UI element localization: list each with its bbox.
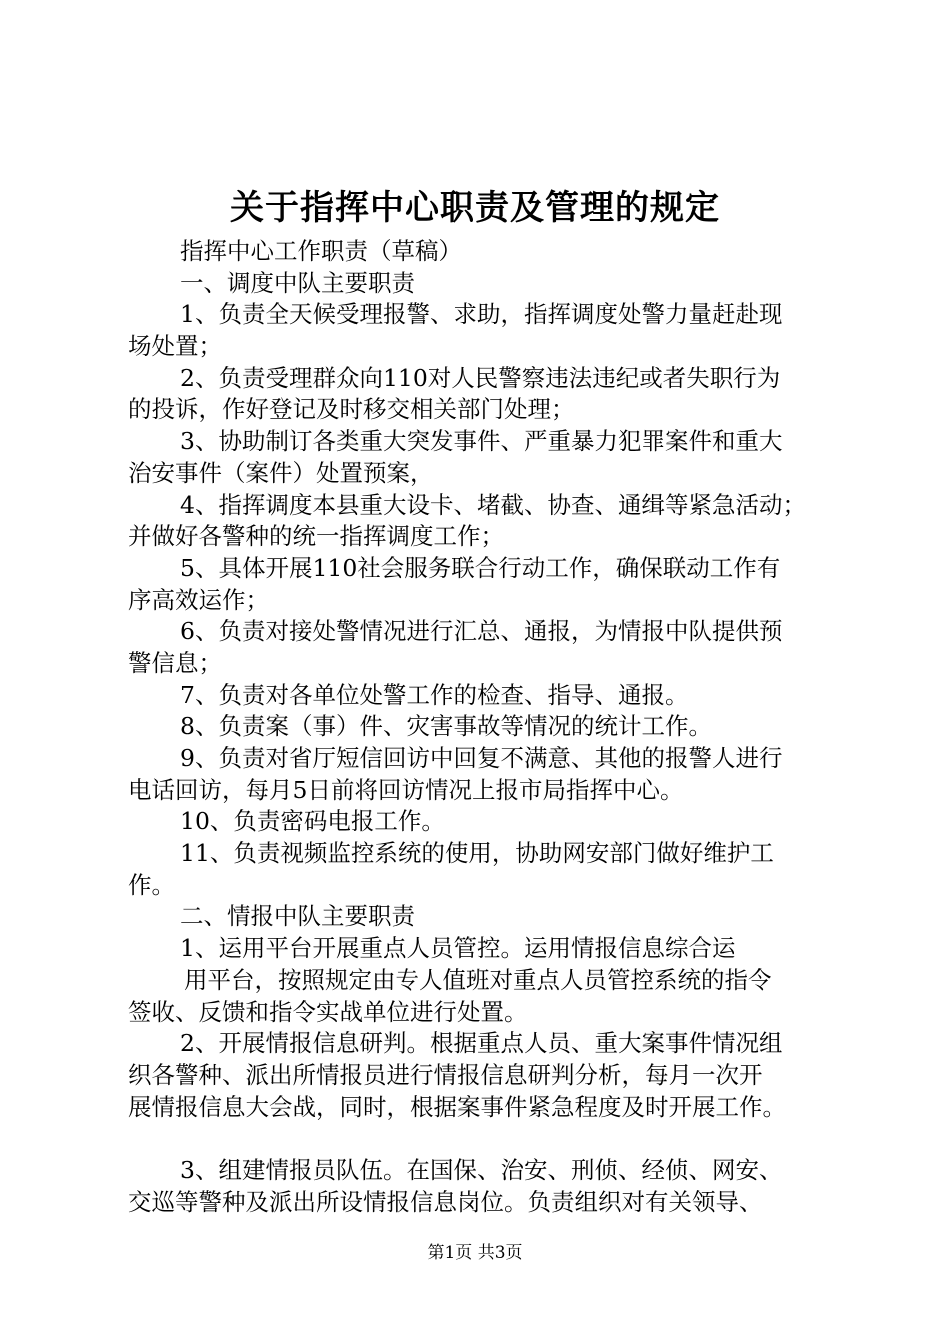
paragraph-line: 10、负责密码电报工作。 bbox=[180, 807, 445, 836]
document-body bbox=[128, 236, 838, 1218]
paragraph-line: 2、负责受理群众向110对人民警察违法违纪或者失职行为 bbox=[180, 363, 781, 392]
paragraph-line: 9、负责对省厅短信回访中回复不满意、其他的报警人进行 bbox=[180, 744, 783, 772]
paragraph-line: 7、负责对各单位处警工作的检查、指导、通报。 bbox=[180, 680, 689, 709]
paragraph-line: 展情报信息大会战，同时，根据案事件紧急程度及时开展工作。 bbox=[128, 1092, 786, 1121]
paragraph-line: 的投诉，作好登记及时移交相关部门处理； bbox=[128, 395, 575, 424]
paragraph-line: 4、指挥调度本县重大设卡、堵截、协查、通缉等紧急活动； bbox=[180, 490, 806, 519]
paragraph-line: 用平台，按照规定由专人值班对重点人员管控系统的指令 bbox=[184, 965, 772, 994]
paragraph-line: 电话回访，每月5日前将回访情况上报市局指挥中心。 bbox=[128, 775, 684, 804]
paragraph-line: 签收、反馈和指令实战单位进行处置。 bbox=[128, 997, 528, 1026]
document-title: 关于指挥中心职责及管理的规定 bbox=[230, 188, 720, 228]
paragraph-line: 8、负责案（事）件、灾害事故等情况的统计工作。 bbox=[180, 712, 712, 741]
paragraph-line: 3、组建情报员队伍。在国保、治安、刑侦、经侦、网安、 bbox=[180, 1155, 783, 1184]
paragraph-line: 11、负责视频监控系统的使用，协助网安部门做好维护工 bbox=[180, 839, 774, 868]
paragraph-line: 2、开展情报信息研判。根据重点人员、重大案事件情况组 bbox=[180, 1029, 783, 1058]
paragraph-line: 作。 bbox=[128, 870, 175, 899]
paragraph-line: 序高效运作； bbox=[128, 585, 269, 614]
paragraph-line: 5、具体开展110社会服务联合行动工作，确保联动工作有 bbox=[180, 553, 781, 582]
paragraph-line: 1、负责全天候受理报警、求助，指挥调度处警力量赶赴现 bbox=[180, 300, 783, 329]
paragraph-line: 3、协助制订各类重大突发事件、严重暴力犯罪案件和重大 bbox=[180, 427, 783, 456]
paragraph-line: 警信息； bbox=[128, 648, 222, 677]
paragraph-line: 场处置； bbox=[128, 332, 222, 361]
paragraph-line: 6、负责对接处警情况进行汇总、通报，为情报中队提供预 bbox=[180, 617, 783, 646]
paragraph-line: 并做好各警种的统一指挥调度工作； bbox=[128, 522, 504, 551]
page-footer: 第1页 共3页 bbox=[427, 1243, 523, 1263]
section-heading: 二、情报中队主要职责 bbox=[180, 902, 415, 931]
section-heading: 一、调度中队主要职责 bbox=[180, 268, 415, 297]
paragraph-line: 指挥中心工作职责（草稿） bbox=[180, 237, 462, 265]
paragraph-gap bbox=[128, 1123, 838, 1155]
paragraph-line: 1、运用平台开展重点人员管控。运用情报信息综合运 bbox=[180, 934, 736, 963]
paragraph-line: 交巡等警种及派出所设情报信息岗位。负责组织对有关领导、 bbox=[128, 1187, 763, 1216]
paragraph-line: 治安事件（案件）处置预案， bbox=[128, 458, 434, 487]
paragraph-line: 织各警种、派出所情报员进行情报信息研判分析，每月一次开 bbox=[128, 1060, 763, 1089]
